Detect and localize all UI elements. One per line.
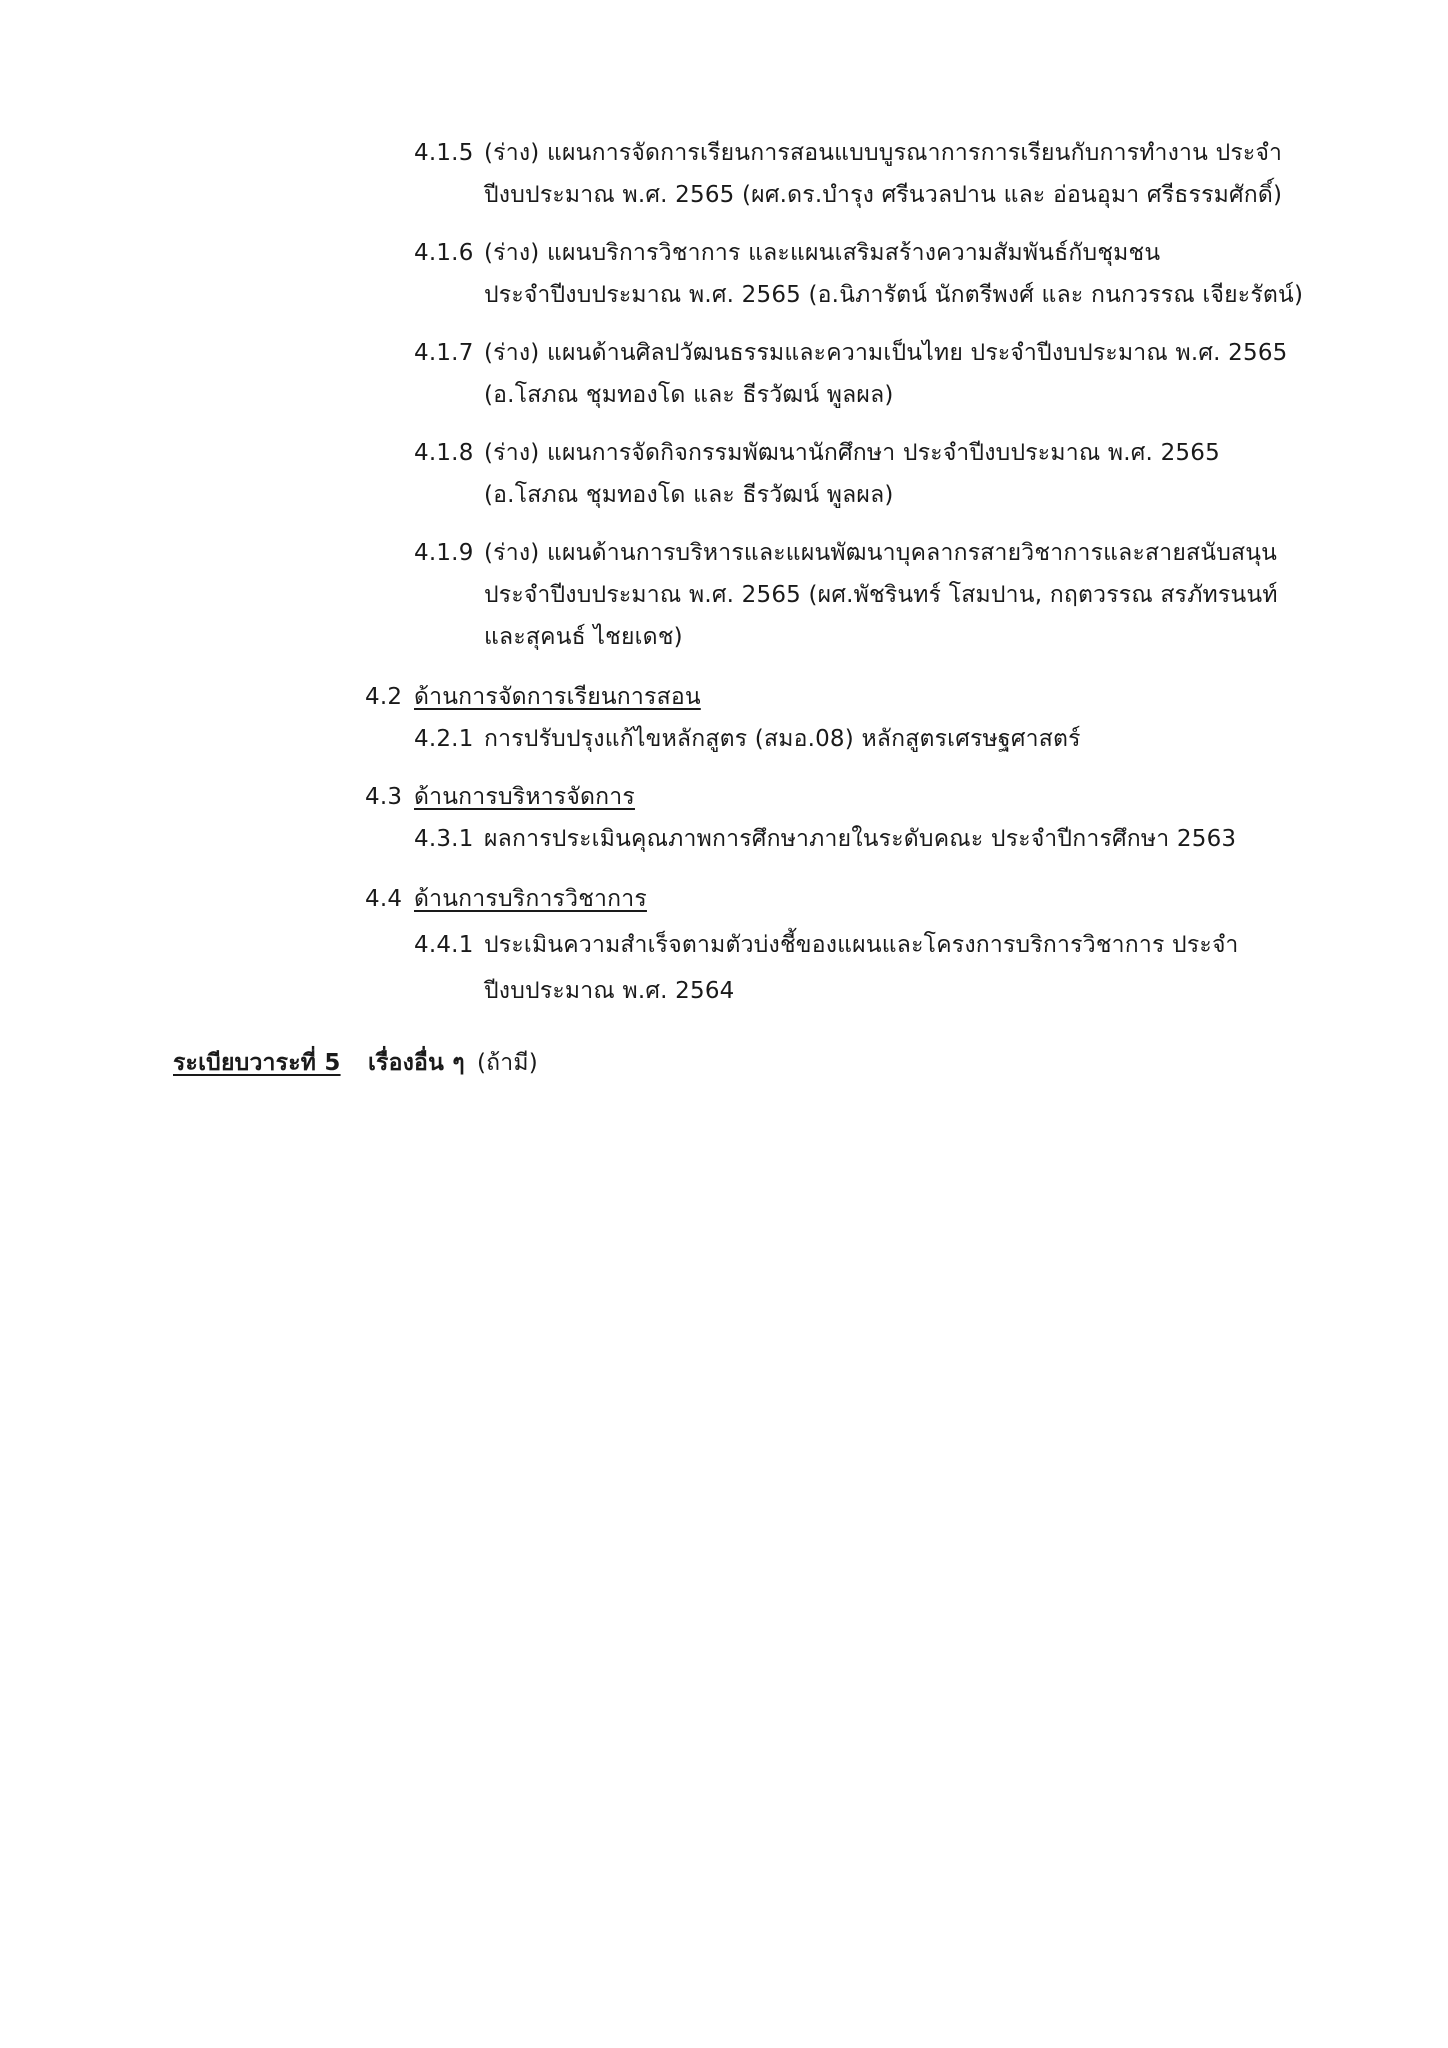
sub-item-text: ผลการประเมินคุณภาพการศึกษาภายในระดับคณะ ประจำปีการศึกษา 2563 — [484, 826, 1237, 852]
item-text-line-1: (ร่าง) แผนการจัดกิจกรรมพัฒนานักศึกษา ประจำปีงบประมาณ พ.ศ. 2565 — [484, 440, 1220, 466]
item-text-line-2: ปีงบประมาณ พ.ศ. 2565 (ผศ.ดร.บำรุง ศรีนวลปาน และ อ่อนอุมา ศรีธรรมศักดิ์) — [484, 182, 1283, 208]
item-text-line-2: (อ.โสภณ ชุมทองโด และ ธีรวัฒน์ พูลผล) — [484, 382, 894, 408]
item-number: 4.1.9 — [414, 540, 474, 566]
item-text-line-3: และสุคนธ์ ไชยเดช) — [484, 624, 683, 650]
item-number: 4.1.5 — [414, 140, 474, 166]
sub-item-number: 4.3.1 — [414, 826, 474, 852]
agenda-title: เรื่องอื่น ๆ — [368, 1050, 465, 1076]
item-number: 4.1.8 — [414, 440, 474, 466]
item-text-line-1: (ร่าง) แผนการจัดการเรียนการสอนแบบบูรณาการการเรียนกับการทำงาน ประจำ — [484, 140, 1283, 166]
section-number: 4.2 — [365, 684, 403, 710]
item-text-line-2: (อ.โสภณ ชุมทองโด และ ธีรวัฒน์ พูลผล) — [484, 482, 894, 508]
item-text-line-2: ประจำปีงบประมาณ พ.ศ. 2565 (ผศ.พัชรินทร์ โสมปาน, กฤตวรรณ สรภัทรนนท์ — [484, 582, 1278, 608]
item-number: 4.1.7 — [414, 340, 474, 366]
agenda-label: ระเบียบวาระที่ 5 — [173, 1050, 341, 1076]
item-text-line-1: (ร่าง) แผนด้านการบริหารและแผนพัฒนาบุคลากรสายวิชาการและสายสนับสนุน — [484, 540, 1278, 566]
section-title: ด้านการบริหารจัดการ — [414, 784, 635, 810]
item-text-line-1: (ร่าง) แผนบริการวิชาการ และแผนเสริมสร้างความสัมพันธ์กับชุมชน — [484, 240, 1161, 266]
sub-item-number: 4.2.1 — [414, 726, 474, 752]
section-title: ด้านการจัดการเรียนการสอน — [414, 684, 701, 710]
agenda-note: (ถ้ามี) — [477, 1050, 538, 1076]
item-number: 4.1.6 — [414, 240, 474, 266]
sub-item-text-line-2: ปีงบประมาณ พ.ศ. 2564 — [484, 978, 735, 1004]
sub-item-number: 4.4.1 — [414, 932, 474, 958]
item-text-line-2: ประจำปีงบประมาณ พ.ศ. 2565 (อ.นิภารัตน์ นักตรีพงศ์ และ กนกวรรณ เจียะรัตน์) — [484, 282, 1304, 308]
sub-item-text: การปรับปรุงแก้ไขหลักสูตร (สมอ.08) หลักสูตรเศรษฐศาสตร์ — [484, 726, 1081, 752]
section-number: 4.4 — [365, 886, 403, 912]
section-title: ด้านการบริการวิชาการ — [414, 886, 647, 912]
item-text-line-1: (ร่าง) แผนด้านศิลปวัฒนธรรมและความเป็นไทย ประจำปีงบประมาณ พ.ศ. 2565 — [484, 340, 1288, 366]
section-number: 4.3 — [365, 784, 403, 810]
sub-item-text: ประเมินความสำเร็จตามตัวบ่งชี้ของแผนและโครงการบริการวิชาการ ประจำ — [484, 932, 1239, 958]
